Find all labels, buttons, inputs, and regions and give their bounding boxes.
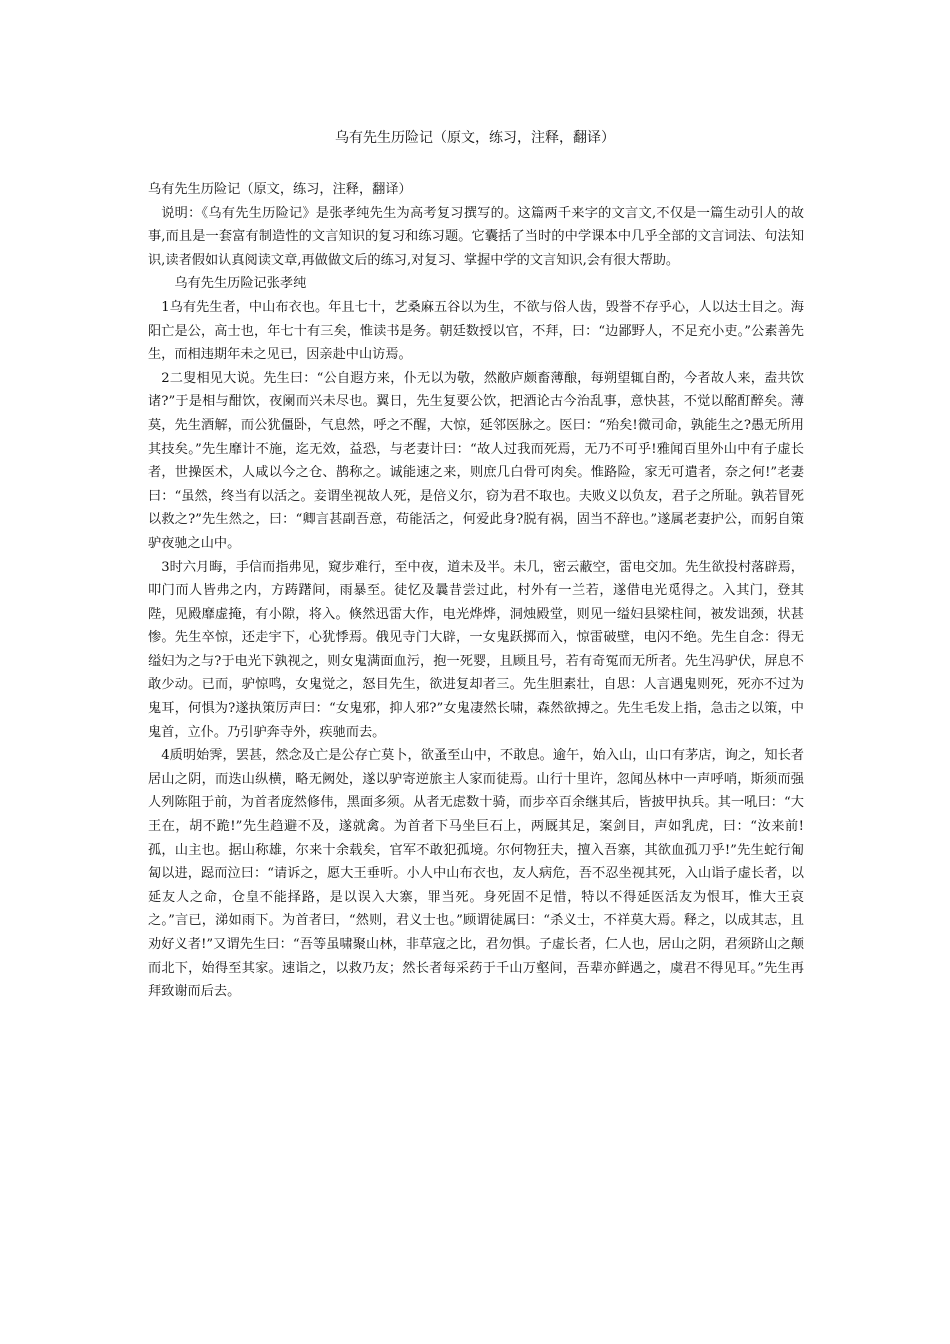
document-heading: 乌有先生历险记（原文，练习，注释，翻译） <box>148 182 412 197</box>
paragraph-4: 4质明始霁，罢甚，然念及亡是公存亡莫卜，欲蚤至山中，不敢息。逾午，始入山，山口有茅店，询之，知长者居山之阴，而迭山纵横，略无阙处，遂以驴寄逆旅主人家而徒焉。山行十里许，忽闻丛林中一声呼哨，斯须而强人列陈阻于前，为首者庞然修伟，黑面多须。从者无虑数十骑，而步卒百余继其后，皆披甲执兵。其一吼曰：“大王在，胡不跪!”先生趋避不及，遂就禽。为首者下马坐巨石上，两厩其足，案剑目，声如乳虎，曰：“汝来前!孤，山主也。据山称雄，尔来十余载矣，官军不敢犯孤境。尔何物狂夫，擅入吾寨，其欲血孤刀乎!”先生蛇行匍匐以进，跽而泣曰：“请诉之，愿大王垂听。小人中山布衣也，友人病危，吾不忍坐视其死，入山诣子虚长者，以延友人之命，仓皇不能择路，是以误入大寨，罪当死。身死固不足惜，特以不得延医活友为恨耳，惟大王哀之。”言已，涕如雨下。为首者曰，“然则，君义士也。”顾谓徒属曰：“杀义士，不祥莫大焉。释之，以成其志，且劝好义者!”又谓先生曰：“吾等虽啸聚山林，非草寇之比，君勿惧。子虚长者，仁人也，居山之阴，君须跻山之颠而北下，始得至其家。速诣之，以救乃友；然长者每采药于千山万壑间，吾辈亦鲜遇之，虞君不得见耳。”先生再拜致谢而后去。 <box>148 748 804 1000</box>
intro-note: 说明：《乌有先生历险记》是张孝纯先生为高考复习撰写的。这篇两千来字的文言文,不仅是一篇生动引人的故事,而且是一套富有制造性的文言知识的复习和练习题。它囊括了当时的中学课本中几乎全部的文言词法、句法知识,读者假如认真阅读文章,再做做文后的练习,对复习、掌握中学的文言知识,会有很大帮助。 <box>148 205 804 268</box>
paragraph-2: 2二叟相见大说。先生曰：“公自遐方来，仆无以为敬，然敝庐颇畜薄酿，每朔望辄自酌，今者故人来，盍共饮诸?”于是相与酣饮，夜阑而兴未尽也。翼日，先生复要公饮，把酒论古今治乱事，意快甚，不觉以酩酊醉矣。薄莫，先生酒解，而公犹僵卧，气息然，呼之不醒，大惊，延邻医脉之。医曰：“殆矣!微司命，孰能生之?愚无所用其技矣。”先生靡计不施，迄无效，益恐，与老妻计曰：“故人过我而死焉，无乃不可乎!雅闻百里外山中有子虚长者，世操医术，人咸以今之仓、鹊称之。诚能速之来，则庶几白骨可肉矣。惟路险，家无可遣者，奈之何!”老妻曰：“虽然，终当有以活之。妾谓坐视故人死，是倍义尔，窃为君不取也。夫败义以负友，君子之所耻。孰若冒死以救之?”先生然之，曰：“卿言甚副吾意，苟能活之，何爱此身?脱有祸，固当不辞也。”遂属老妻护公，而躬自策驴夜驰之山中。 <box>148 370 804 551</box>
document-body <box>148 178 804 1004</box>
page-title: 乌有先生历险记（原文，练习，注释，翻译） <box>335 130 615 146</box>
paragraph-1: 1乌有先生者，中山布衣也。年且七十，艺桑麻五谷以为生，不欲与俗人齿，毁誉不存乎心，人以达士目之。海阳亡是公，高士也，年七十有三矣，惟读书是务。朝廷数授以官，不拜，曰：“边鄙野人，不足充小吏。”公素善先生，而相违期年未之见已，因亲赴中山访焉。 <box>148 299 804 363</box>
byline: 乌有先生历险记张孝纯 <box>174 276 307 292</box>
paragraph-3: 3时六月晦，手信而指弗见，窥步难行，至中夜，道未及半。未几，密云蔽空，雷电交加。先生欲投村落辟焉，叩门而人皆弗之内，方踌躇间，雨暴至。徒忆及曩昔尝过此，村外有一兰若，遂借电光觅得之。入其门，登其陛，见殿靡虚掩，有小隙，将入。倏然迅雷大作，电光烨烨，洞烛殿堂，则见一缢妇县梁柱间，被发诎颈，状甚惨。先生卒惊，还走宇下，心犹悸焉。俄见寺门大辟，一女鬼跃掷而入，惊雷破壁，电闪不绝。先生自念：得无缢妇为之与?于电光下孰视之，则女鬼满面血污，抱一死婴，且顾且号，若有奇冤而无所者。先生冯驴伏，屏息不敢少动。已而，驴惊鸣，女鬼觉之，怒目先生，欲进复却者三。先生胆素壮，自思：人言遇鬼则死，死亦不过为鬼耳，何惧为?遂执策厉声曰：“女鬼邪，抑人邪?”女鬼凄然长啸，森然欲搏之。先生毛发上指，急击之以策，中鬼首，立仆。乃引驴奔寺外，疾驰而去。 <box>148 559 804 740</box>
